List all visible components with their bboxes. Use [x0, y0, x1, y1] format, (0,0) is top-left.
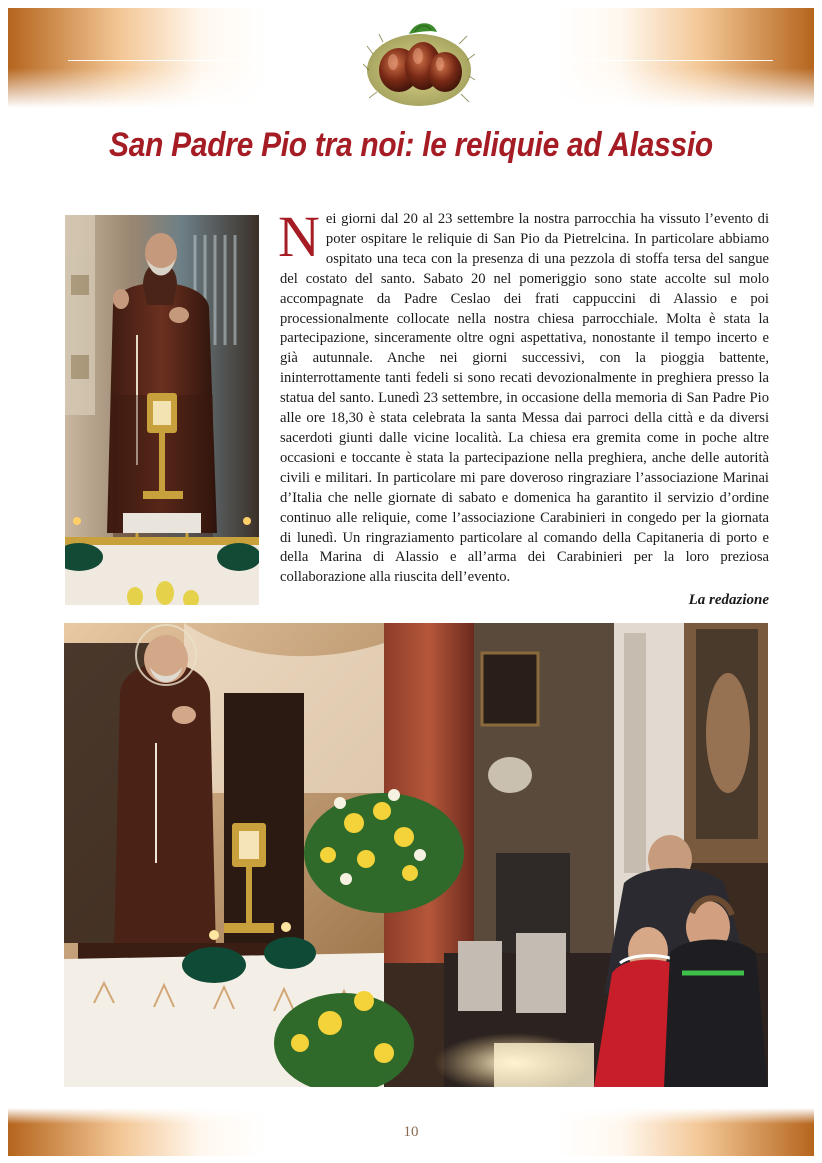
statue-photo: [65, 215, 259, 605]
article-body: [278, 204, 769, 588]
header-band: [8, 8, 814, 108]
article-text: ei giorni dal 20 al 23 settembre la nostra parrocchia ha vissuto l’evento di poter ospitare le reliquie di San Pio da Pietrelcina. In particolare abbiamo ospitato una teca con la presenza di una pezzola di stoffa tersa del sangue del costato del santo. Sabato 20 nel pomeriggio sono state accolte sul molo accompagnate da Padre Ceslao dei frati cappuccini di Alassio e poi processionalmente collocate nella nostra chiesa parrocchiale. Molta è stata la partecipazione, sinceramente oltre ogni aspettativa, nonostante il tempo incerto e già autunnale. Anche nei giorni successivi, con la pioggia battente, ininterrottamente tanti fedeli si sono recati devozionalmente in preghiera presso la statua del santo. Lunedì 23 settembre, in occasione della memoria di San Padre Pio alle ore 18,30 è stata celebrata la santa Messa dai parroci della città e da diversi sacerdoti giunti dalle vicine località. La chiesa era gremita come in poche altre occasioni e toccante è stata la partecipazione nella preghiera, anche delle autorità civili e militari. In particolare mi pare doveroso ringraziare l’associazione Marinai d’Italia che nelle giornate di sabato e domenica ha garantito il servizio d’ordine continuo alle reliquie, come l’associazione Carabinieri in congedo per la giornata di lunedì. Un ringraziamento particolare al comando della Capitaneria di porto e della Marina di Alassio e all’arma dei Carabinieri per la loro preziosa collaborazione alla riuscita dell’evento.: [280, 211, 769, 586]
article-signature: La redazione: [688, 592, 769, 608]
church-interior-photo: [64, 623, 768, 1087]
footer-fade: [8, 1108, 814, 1124]
chestnut-icon: [363, 14, 475, 108]
header-rule-right: [538, 60, 773, 61]
page-title: San Padre Pio tra noi: le reliquie ad Alassio: [109, 126, 713, 164]
page-number: 10: [403, 1124, 419, 1140]
drop-cap: N: [278, 204, 320, 269]
header-rule-left: [68, 60, 303, 61]
